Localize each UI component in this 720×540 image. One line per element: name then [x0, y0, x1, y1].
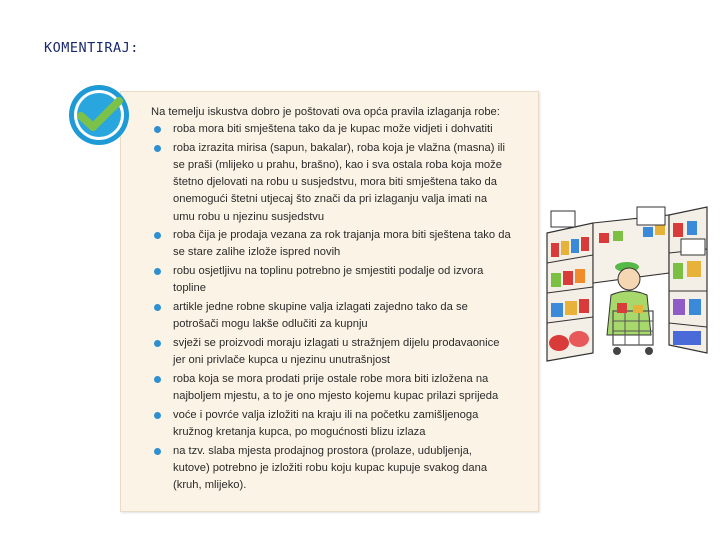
rule-text: roba koja se mora prodati prije ostale robe mora biti izložena na najboljem mjestu, a to je ono mjesto kojemu kupac prilazi sprijeda: [173, 372, 499, 403]
slide-title: KOMENTIRAJ:: [44, 40, 139, 56]
list-item: [151, 140, 511, 226]
rule-text: svježi se proizvodi moraju izlagati u stražnjem dijelu prodavaonice jer oni privlače kupca u njezinu unutrašnjost: [173, 336, 500, 367]
bullet-dot-icon: [154, 376, 161, 383]
bullet-dot-icon: [154, 304, 161, 311]
check-icon: [67, 83, 131, 147]
rule-text: roba izrazita mirisa (sapun, bakalar), roba koja je vlažna (masna) ili se praši (mlijeko u prahu, brašno), kao i sva ostala roba koja može štetno djelovati na robu u susjedstvu, mora biti smještena tako da onemogući štetni utjecaj što znači da pri izlaganju valja imati na umu robu u njezinu susjedstvu: [173, 141, 506, 223]
list-item: [151, 335, 511, 369]
list-item: [151, 299, 511, 333]
intro-text: Na temelju iskustva dobro je poštovati ova opća pravila izlaganja robe:: [151, 106, 500, 118]
rules-list: [151, 121, 511, 496]
bullet-dot-icon: [154, 126, 161, 133]
bullet-dot-icon: [154, 268, 161, 275]
bullet-dot-icon: [154, 448, 161, 455]
supermarket-shelves-illustration: [541, 203, 711, 363]
rule-text: na tzv. slaba mjesta prodajnog prostora (prolaze, udubljenja, kutove) potrebno je izložiti robu koju kupac kupuje svakog dana (kruh, mlijeko).: [173, 444, 488, 492]
list-item: [151, 443, 511, 495]
bullet-dot-icon: [154, 145, 161, 152]
rule-text: artikle jedne robne skupine valja izlagati zajedno tako da se potrošači mogu lakše odlučiti za kupnju: [173, 301, 468, 331]
bullet-dot-icon: [154, 412, 161, 419]
rule-text: roba mora biti smještena tako da je kupac može vidjeti i dohvatiti: [173, 123, 493, 135]
rule-text: roba čija je prodaja vezana za rok trajanja mora biti sještena tako da se stare zalihe izlože ispred novih: [173, 229, 511, 259]
list-item: [151, 371, 511, 405]
bullet-dot-icon: [154, 232, 161, 239]
rule-text: voće i povrće valja izložiti na kraju ili na početku zamišljenoga kružnog kretanja kupca, po mogućnosti blizu izlaza: [173, 408, 479, 438]
rule-text: robu osjetljivu na toplinu potrebno je smjestiti podalje od izvora topline: [173, 265, 484, 295]
bullet-dot-icon: [154, 340, 161, 347]
list-item: [151, 263, 511, 297]
list-item: [151, 407, 511, 441]
list-item: [151, 227, 511, 261]
list-item: [151, 121, 511, 138]
